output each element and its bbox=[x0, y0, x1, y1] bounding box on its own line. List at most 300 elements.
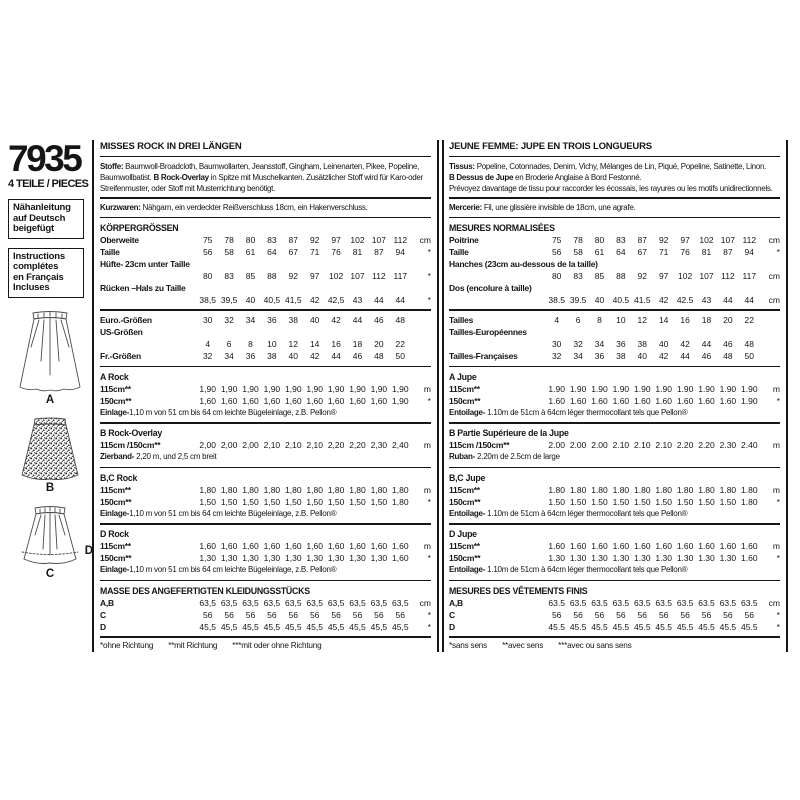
table-row bbox=[449, 314, 780, 326]
unit-cell bbox=[411, 314, 431, 326]
table-row bbox=[100, 621, 431, 633]
german-section-title: MISSES ROCK IN DREI LÄNGEN bbox=[100, 141, 242, 152]
table-cell: 1.60 bbox=[569, 541, 587, 551]
divider bbox=[449, 366, 780, 368]
divider bbox=[100, 467, 431, 469]
table-cell: 45.5 bbox=[548, 621, 565, 632]
table-cell: 107 bbox=[350, 270, 365, 281]
table-cell: 46 bbox=[374, 315, 384, 325]
row-label: Taille bbox=[449, 246, 469, 257]
table-cell: 40 bbox=[309, 315, 320, 325]
table-cell: 44 bbox=[395, 294, 406, 305]
french-footnotes bbox=[449, 641, 780, 650]
table-cell: 1,50 bbox=[220, 496, 238, 507]
yardage-block bbox=[100, 427, 431, 468]
note-line: beigefügt bbox=[13, 223, 54, 234]
table-cell: 32 bbox=[224, 315, 234, 325]
table-cell: 1,60 bbox=[220, 395, 238, 406]
note-line: Nähanleitung bbox=[13, 202, 71, 213]
table-row bbox=[449, 234, 780, 246]
divider bbox=[100, 580, 431, 582]
table-cell: 76 bbox=[331, 246, 341, 257]
table-cell: 56 bbox=[637, 609, 648, 620]
row-label: 150cm** bbox=[100, 395, 132, 406]
table-row bbox=[449, 395, 780, 407]
row-label: D bbox=[100, 621, 106, 632]
table-cell: 1,90 bbox=[327, 383, 345, 394]
table-cell: 41,5 bbox=[285, 294, 302, 305]
table-cell: 1.50 bbox=[569, 496, 587, 507]
table-cell: 112 bbox=[721, 270, 735, 281]
view-a-illustration bbox=[8, 309, 92, 406]
unit-cell: cm bbox=[768, 234, 780, 245]
unit-cell: m bbox=[423, 484, 431, 495]
table-cell: 1,90 bbox=[392, 383, 409, 394]
row-label: D bbox=[449, 621, 455, 632]
table-row bbox=[100, 395, 431, 407]
table-row bbox=[100, 496, 431, 508]
row-label: Tailles-Européennes bbox=[449, 327, 527, 337]
german-body-measurements-table bbox=[100, 234, 431, 306]
table-cell: 2,00 bbox=[242, 440, 259, 450]
unit-cell: * bbox=[776, 246, 780, 257]
table-row bbox=[100, 540, 431, 552]
table-cell: 71 bbox=[658, 246, 669, 257]
table-cell: 1.60 bbox=[676, 541, 694, 551]
table-row bbox=[100, 484, 431, 496]
table-cell: 1.80 bbox=[655, 484, 672, 495]
table-cell: 1,80 bbox=[199, 484, 216, 495]
yardage-block-title: A Rock bbox=[100, 371, 129, 382]
table-cell: 56 bbox=[331, 609, 341, 620]
table-cell: 32 bbox=[573, 339, 583, 349]
unit-cell: m bbox=[423, 541, 431, 551]
french-finished-measurements-table bbox=[449, 597, 780, 633]
table-cell: 10 bbox=[616, 315, 626, 325]
table-cell: 12 bbox=[288, 339, 299, 349]
sidebar bbox=[8, 138, 93, 580]
table-cell: 56 bbox=[680, 609, 690, 620]
table-cell: 45,5 bbox=[285, 621, 302, 632]
fabrics-label: Stoffe: bbox=[100, 161, 126, 171]
table-cell: 1.50 bbox=[591, 496, 608, 507]
table-cell: 2,30 bbox=[370, 440, 388, 450]
table-cell: 45,5 bbox=[370, 621, 388, 632]
table-row bbox=[100, 258, 431, 270]
table-cell: 67 bbox=[637, 246, 648, 257]
table-cell: 45.5 bbox=[569, 621, 587, 632]
table-row bbox=[449, 552, 780, 564]
yardage-note: Entoilage- 1.10m de 51cm à 64cm léger thermocollant tels que Pellon® bbox=[449, 508, 688, 518]
table-cell: 85 bbox=[594, 270, 605, 281]
yardage-rows bbox=[449, 439, 780, 451]
table-cell: 80 bbox=[245, 234, 256, 245]
table-cell: 2,20 bbox=[327, 440, 345, 450]
table-row bbox=[100, 282, 431, 294]
table-cell: 1,60 bbox=[285, 395, 302, 406]
table-cell: 44 bbox=[744, 294, 755, 305]
row-label bbox=[449, 270, 546, 282]
table-cell: 87 bbox=[288, 234, 299, 245]
table-cell: 63.5 bbox=[676, 597, 694, 608]
unit-cell: * bbox=[427, 553, 431, 563]
table-cell: 45.5 bbox=[612, 621, 630, 632]
table-cell: 63,5 bbox=[392, 597, 409, 608]
table-cell: 88 bbox=[267, 270, 277, 281]
table-cell: 2.40 bbox=[741, 440, 758, 450]
yardage-block-title: A Jupe bbox=[449, 371, 477, 382]
table-cell: 1,90 bbox=[242, 383, 259, 394]
table-row bbox=[100, 246, 431, 258]
yardage-block-title: B,C Jupe bbox=[449, 472, 486, 483]
unit-cell: * bbox=[427, 246, 431, 257]
table-cell: 56 bbox=[744, 609, 755, 620]
table-cell: 56 bbox=[395, 609, 406, 620]
french-body-measurements-header: MESURES NORMALISÉES bbox=[449, 222, 555, 233]
table-cell: 1,60 bbox=[285, 541, 302, 551]
french-finished-measurements-header: MESURES DES VÊTEMENTS FINIS bbox=[449, 585, 588, 596]
table-cell: 1,30 bbox=[263, 553, 281, 563]
table-cell: 42,5 bbox=[327, 294, 345, 305]
table-cell: 87 bbox=[723, 246, 733, 257]
unit-cell: * bbox=[776, 609, 780, 620]
table-cell: 1,30 bbox=[306, 553, 323, 563]
french-notions-line: Mercerie: Fil, une glissière invisible de 18cm, une agrafe. bbox=[449, 203, 636, 212]
notions-label: Kurzwaren: bbox=[100, 203, 143, 212]
table-cell: 83 bbox=[573, 270, 583, 281]
table-cell: 1.90 bbox=[634, 383, 651, 394]
table-cell: 1.80 bbox=[719, 484, 737, 495]
table-row bbox=[449, 350, 780, 362]
row-label: Tailles bbox=[449, 315, 474, 325]
table-cell: 40,5 bbox=[263, 294, 281, 305]
view-label-d: D bbox=[84, 544, 93, 557]
table-cell: 1.30 bbox=[676, 553, 694, 563]
divider bbox=[449, 636, 780, 638]
table-cell: 1,30 bbox=[220, 553, 238, 563]
table-cell: 2.10 bbox=[612, 440, 630, 450]
table-cell: 63.5 bbox=[719, 597, 737, 608]
table-cell: 45.5 bbox=[741, 621, 758, 632]
table-cell: 1,80 bbox=[306, 484, 323, 495]
row-label: 115cm** bbox=[449, 484, 480, 495]
table-cell: 18 bbox=[352, 339, 363, 349]
yardage-block bbox=[449, 427, 780, 468]
table-cell: 42 bbox=[331, 315, 341, 325]
table-cell: 2,00 bbox=[199, 440, 216, 450]
unit-cell bbox=[411, 350, 431, 362]
unit-cell: m bbox=[772, 383, 780, 394]
table-cell: 1,60 bbox=[306, 541, 323, 551]
table-cell: 97 bbox=[309, 270, 320, 281]
row-label: Tailles-Françaises bbox=[449, 351, 518, 361]
footnote: ***mit oder ohne Richtung bbox=[232, 641, 322, 650]
table-cell: 1.80 bbox=[548, 484, 565, 495]
table-cell: 40 bbox=[637, 351, 648, 361]
table-cell: 1.60 bbox=[612, 395, 630, 406]
table-row bbox=[100, 294, 431, 306]
unit-cell: * bbox=[427, 294, 431, 305]
table-cell: 1,80 bbox=[285, 484, 302, 495]
unit-cell: * bbox=[776, 621, 780, 632]
row-label: Hüfte- 23cm unter Taille bbox=[100, 258, 190, 269]
german-fabrics-paragraph: Stoffe: Baumwoll-Broadcloth, Baumwollarten, Jeansstoff, Gingham, Leinenarten, Pikee, Popeline, Baumwollbatist. B Rock-Overlay in Spitze mit Muschelkanten. Zusätzlicher Stoff wird für Karo-oder Streifenmuster, oder Stoff mit Musterrichtung benötigt. bbox=[100, 161, 423, 193]
unit-cell bbox=[546, 282, 567, 294]
note-line: en Français bbox=[13, 271, 64, 283]
table-cell: 45.5 bbox=[698, 621, 715, 632]
table-cell: 1,60 bbox=[349, 395, 366, 406]
table-cell: 63.5 bbox=[698, 597, 715, 608]
table-cell: 1,80 bbox=[392, 484, 409, 495]
table-cell: 38 bbox=[616, 351, 626, 361]
table-cell: 1.50 bbox=[676, 496, 694, 507]
table-cell: 46 bbox=[352, 351, 363, 361]
french-body-measurements-table bbox=[449, 234, 780, 306]
table-row bbox=[449, 282, 780, 294]
unit-cell: cm bbox=[419, 234, 431, 245]
table-cell: 6 bbox=[226, 339, 232, 349]
table-cell: 83 bbox=[616, 234, 626, 245]
table-row bbox=[449, 484, 780, 496]
table-cell: 1,80 bbox=[242, 484, 259, 495]
pattern-number: 7935 bbox=[8, 138, 81, 179]
table-cell: 1,80 bbox=[349, 484, 366, 495]
table-cell: 45,5 bbox=[306, 621, 323, 632]
table-cell: 92 bbox=[658, 234, 669, 245]
table-cell: 80 bbox=[594, 234, 605, 245]
table-cell: 1.80 bbox=[634, 484, 651, 495]
unit-cell bbox=[546, 258, 567, 270]
table-cell: 43 bbox=[701, 294, 712, 305]
unit-cell bbox=[197, 282, 218, 294]
table-row bbox=[449, 496, 780, 508]
table-row bbox=[449, 383, 780, 395]
yardage-block bbox=[100, 371, 431, 424]
yardage-block-title: B,C Rock bbox=[100, 472, 138, 483]
table-cell: 2,40 bbox=[392, 440, 409, 450]
divider bbox=[449, 523, 780, 525]
table-row bbox=[100, 552, 431, 564]
table-cell: 40 bbox=[658, 339, 669, 349]
unit-cell bbox=[197, 258, 218, 270]
footnote: ***avec ou sans sens bbox=[558, 641, 632, 650]
row-label: Oberweite bbox=[100, 234, 139, 245]
unit-cell: m bbox=[772, 440, 780, 450]
table-cell: 1,50 bbox=[242, 496, 259, 507]
table-cell: 64 bbox=[616, 246, 626, 257]
divider bbox=[449, 467, 780, 469]
table-cell: 1.90 bbox=[741, 383, 758, 394]
yardage-note: Einlage-1,10 m von 51 cm bis 64 cm leichte Bügeleinlage, z.B. Pellon® bbox=[100, 508, 337, 518]
divider bbox=[449, 309, 780, 311]
row-label: 115cm /150cm** bbox=[449, 440, 510, 450]
table-cell: 1.90 bbox=[676, 383, 694, 394]
unit-cell bbox=[760, 314, 780, 326]
german-footnotes bbox=[100, 641, 431, 650]
table-row bbox=[100, 597, 431, 609]
table-cell: 44 bbox=[374, 294, 384, 305]
table-cell: 45.5 bbox=[591, 621, 608, 632]
table-row bbox=[100, 439, 431, 451]
pieces-count: 4 TEILE / PIECES bbox=[8, 178, 89, 190]
table-cell: 56 bbox=[267, 609, 277, 620]
row-label: 150cm** bbox=[449, 553, 481, 563]
table-cell: 6 bbox=[575, 315, 581, 325]
table-cell: 1,90 bbox=[392, 395, 409, 406]
table-cell: 56 bbox=[288, 609, 299, 620]
column-divider-left bbox=[92, 140, 94, 652]
table-cell: 1.60 bbox=[698, 395, 715, 406]
table-cell: 1.50 bbox=[634, 496, 651, 507]
table-cell: 1.60 bbox=[741, 541, 758, 551]
yardage-note: Ruban- 2.20m de 2.5cm de large bbox=[449, 452, 560, 461]
table-cell: 56 bbox=[245, 609, 256, 620]
note-line: Instructions bbox=[13, 250, 65, 262]
table-cell: 1.60 bbox=[612, 541, 630, 551]
french-fabrics-paragraph: Tissus: Popeline, Cotonnades, Denim, Vichy, Mélanges de Lin, Piqué, Popeline, Satinette, Linon. B Dessus de Jupe en Broderie Anglaise à Bord Festonné. Prévoyez davantage de tissu pour raccorder les écossais, les rayures ou les motifs unidirectionnels. bbox=[449, 161, 773, 193]
row-label: 115cm** bbox=[100, 484, 131, 495]
unit-cell bbox=[760, 338, 780, 350]
table-cell: 2.20 bbox=[698, 440, 715, 450]
table-cell: 42 bbox=[309, 294, 320, 305]
table-cell: 45,5 bbox=[349, 621, 366, 632]
table-cell: 75 bbox=[202, 234, 213, 245]
table-cell: 1,60 bbox=[349, 541, 366, 551]
unit-cell bbox=[546, 326, 567, 338]
table-cell: 88 bbox=[616, 270, 626, 281]
unit-cell: * bbox=[776, 553, 780, 563]
german-finished-measurements-header: MASSE DES ANGEFERTIGTEN KLEIDUNGSSTÜCKS bbox=[100, 585, 310, 596]
table-cell: 36 bbox=[245, 351, 256, 361]
table-cell: 81 bbox=[701, 246, 712, 257]
yardage-note: Entoilage- 1.10m de 51cm à 64cm léger thermocollant tels que Pellon® bbox=[449, 407, 688, 417]
note-line: auf Deutsch bbox=[13, 212, 66, 224]
table-row bbox=[100, 350, 431, 362]
row-label: Fr.-Größen bbox=[100, 351, 141, 361]
table-cell: 45,5 bbox=[220, 621, 238, 632]
row-label: Rücken –Hals zu Taille bbox=[100, 282, 186, 293]
table-cell: 97 bbox=[658, 270, 669, 281]
yardage-block bbox=[449, 472, 780, 525]
table-cell: 107 bbox=[699, 270, 714, 281]
table-cell: 32 bbox=[202, 351, 213, 361]
german-body-measurements-header: KÖRPERGRÖSSEN bbox=[100, 222, 179, 233]
table-cell: 80 bbox=[202, 270, 213, 281]
table-cell: 102 bbox=[329, 270, 344, 281]
table-cell: 1,90 bbox=[199, 383, 216, 394]
german-finished-measurements-table bbox=[100, 597, 431, 633]
table-cell: 56 bbox=[374, 609, 384, 620]
table-cell: 30 bbox=[551, 339, 562, 349]
unit-cell: cm bbox=[419, 597, 431, 608]
table-cell: 42 bbox=[680, 339, 690, 349]
unit-cell: cm bbox=[768, 294, 780, 305]
table-cell: 2,10 bbox=[263, 440, 281, 450]
table-cell: 42.5 bbox=[676, 294, 694, 305]
note-line: complétes bbox=[13, 261, 59, 272]
table-cell: 58 bbox=[224, 246, 234, 257]
table-cell: 39.5 bbox=[569, 294, 587, 305]
table-cell: 2.00 bbox=[569, 440, 587, 450]
table-cell: 1,80 bbox=[392, 496, 409, 507]
table-cell: 1,60 bbox=[263, 395, 281, 406]
table-cell: 2,20 bbox=[349, 440, 366, 450]
table-cell: 1,50 bbox=[263, 496, 281, 507]
table-cell: 1.60 bbox=[655, 395, 672, 406]
table-cell: 63,5 bbox=[327, 597, 345, 608]
table-cell: 44 bbox=[701, 339, 712, 349]
table-cell: 1.50 bbox=[719, 496, 737, 507]
view-c-illustration bbox=[8, 505, 92, 580]
table-cell: 56 bbox=[224, 609, 234, 620]
table-cell: 1.90 bbox=[698, 383, 715, 394]
table-cell: 92 bbox=[637, 270, 648, 281]
yardage-rows bbox=[100, 383, 431, 407]
table-cell: 64 bbox=[267, 246, 277, 257]
fabrics-label: Tissus: bbox=[449, 161, 477, 171]
table-cell: 2.20 bbox=[676, 440, 694, 450]
table-cell: 1,50 bbox=[370, 496, 388, 507]
table-cell: 102 bbox=[699, 234, 714, 245]
table-cell: 58 bbox=[573, 246, 583, 257]
table-cell: 32 bbox=[551, 351, 562, 361]
table-cell: 1.60 bbox=[548, 395, 565, 406]
table-cell: 63,5 bbox=[263, 597, 281, 608]
table-cell: 38 bbox=[288, 315, 299, 325]
row-label bbox=[100, 338, 197, 350]
yardage-note: Entoilage- 1.10m de 51cm à 64cm léger thermocollant tels que Pellon® bbox=[449, 565, 688, 574]
table-cell: 46 bbox=[723, 339, 733, 349]
row-label: 150cm** bbox=[100, 553, 132, 563]
yardage-block-title: B Rock-Overlay bbox=[100, 428, 163, 438]
table-cell: 1,60 bbox=[199, 541, 216, 551]
table-cell: 38 bbox=[637, 339, 648, 349]
table-cell: 42 bbox=[309, 351, 320, 361]
table-cell: 22 bbox=[395, 339, 406, 349]
table-cell: 14 bbox=[658, 315, 669, 325]
table-cell: 67 bbox=[288, 246, 299, 257]
table-cell: 112 bbox=[742, 234, 757, 245]
table-cell: 42 bbox=[658, 294, 669, 305]
table-cell: 112 bbox=[372, 270, 386, 281]
divider bbox=[100, 217, 431, 219]
table-cell: 16 bbox=[331, 339, 341, 349]
table-cell: 1.90 bbox=[719, 383, 737, 394]
table-cell: 1.60 bbox=[698, 541, 715, 551]
table-cell: 40 bbox=[594, 294, 605, 305]
table-cell: 1,90 bbox=[349, 383, 366, 394]
yardage-block bbox=[100, 472, 431, 525]
table-cell: 1,60 bbox=[263, 541, 281, 551]
table-cell: 44 bbox=[723, 294, 733, 305]
table-cell: 2,00 bbox=[220, 440, 238, 450]
table-cell: 1.60 bbox=[548, 541, 565, 551]
table-cell: 48 bbox=[374, 351, 384, 361]
unit-cell bbox=[197, 326, 218, 338]
row-label: 115cm** bbox=[449, 383, 480, 394]
table-cell: 1,50 bbox=[327, 496, 345, 507]
table-cell: 46 bbox=[701, 351, 712, 361]
table-cell: 56 bbox=[551, 246, 562, 257]
table-cell: 63.5 bbox=[548, 597, 565, 608]
table-cell: 45,5 bbox=[242, 621, 259, 632]
row-label: Hanches (23cm au-dessous de la taille) bbox=[449, 258, 598, 269]
table-cell: 12 bbox=[637, 315, 648, 325]
yardage-block-title: B Partie Supérieure de la Jupe bbox=[449, 428, 569, 438]
table-row bbox=[100, 270, 431, 282]
table-cell: 4 bbox=[205, 339, 211, 349]
row-label: 115cm** bbox=[100, 383, 131, 394]
